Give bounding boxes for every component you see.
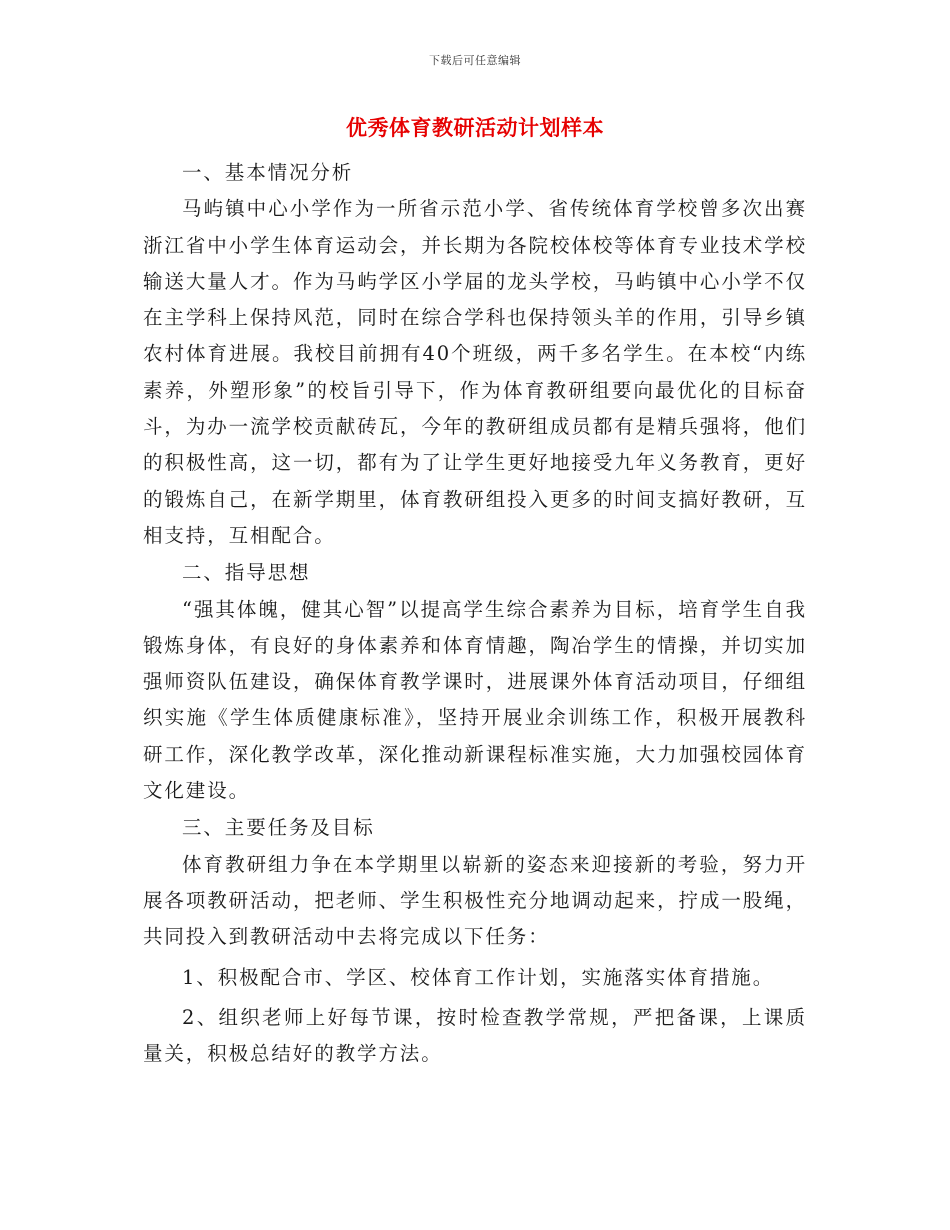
paragraph-main-tasks: 体育教研组力争在本学期里以崭新的姿态来迎接新的考验，努力开展各项教研活动，把老师、学生积极性充分地调动起来，拧成一股绳，共同投入到教研活动中去将完成以下任务： (143, 852, 807, 949)
document-body (143, 154, 807, 1072)
paragraph-guiding-thought: “强其体魄，健其心智”以提高学生综合素养为目标，培育学生自我锻炼身体，有良好的身体素养和体育情趣，陶冶学生的情操，并切实加强师资队伍建设，确保体育教学课时，进展课外体育活动项目，仔细组织实施《学生体质健康标准》，坚持开展业余训练工作，积极开展教科研工作，深化教学改革，深化推动新课程标准实施，大力加强校园体育文化建设。 (143, 597, 807, 803)
task-item-1: 1、积极配合市、学区、校体育工作计划，实施落实体育措施。 (182, 965, 775, 989)
section-heading-guiding-thought: 二、指导思想 (182, 561, 311, 585)
header-note: 下载后可任意编辑 (429, 54, 521, 67)
document-title: 优秀体育教研活动计划样本 (346, 116, 604, 140)
task-item-2: 2、组织老师上好每节课，按时检查教学常规，严把备课，上课质量关，积极总结好的教学方法。 (143, 1005, 807, 1066)
section-heading-main-tasks: 三、主要任务及目标 (182, 816, 375, 840)
paragraph-basic-situation: 马屿镇中心小学作为一所省示范小学、省传统体育学校曾多次出赛浙江省中小学生体育运动会，并长期为各院校体校等体育专业技术学校输送大量人才。作为马屿学区小学届的龙头学校，马屿镇中心小学不仅在主学科上保持风范，同时在综合学科也保持领头羊的作用，引导乡镇农村体育进展。我校目前拥有40个班级，两千多名学生。在本校“内练素养，外塑形象”的校旨引导下，作为体育教研组要向最优化的目标奋斗，为办一流学校贡献砖瓦，今年的教研组成员都有是精兵强将，他们的积极性高，这一切，都有为了让学生更好地接受九年义务教育，更好的锻炼自己，在新学期里，体育教研组投入更多的时间支搞好教研，互相支持，互相配合。 (143, 197, 807, 547)
section-heading-basic-situation: 一、基本情况分析 (182, 161, 354, 184)
